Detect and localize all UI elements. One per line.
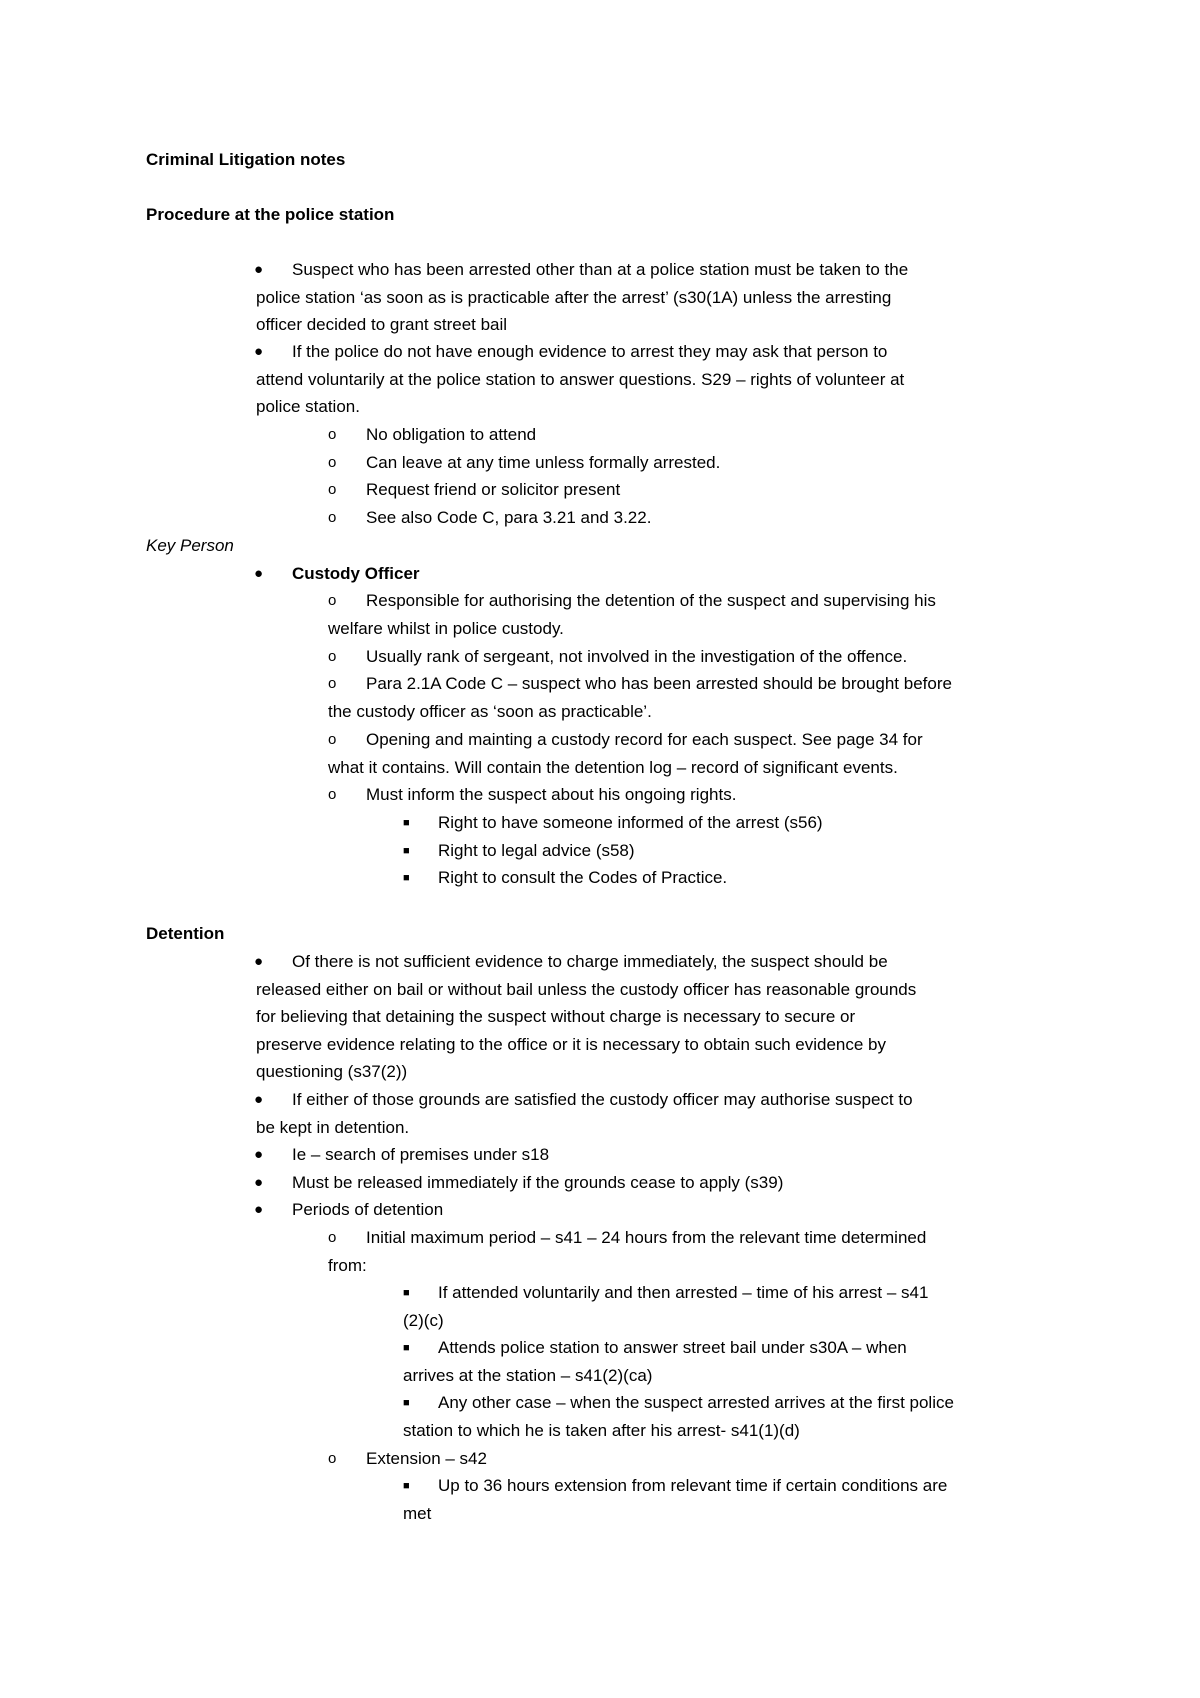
text-line: No obligation to attend <box>366 425 537 444</box>
circle-bullet-icon: o <box>328 509 337 526</box>
square-bullet-icon: ■ <box>403 845 410 857</box>
text-line: Of there is not sufficient evidence to charge immediately, the suspect should be <box>292 952 888 971</box>
custody-officer-heading: Custody Officer <box>292 564 420 583</box>
circle-bullet-icon: o <box>328 731 337 748</box>
text-line: preserve evidence relating to the office or it is necessary to obtain such evidence by <box>256 1035 886 1054</box>
document-title: Criminal Litigation notes <box>146 150 346 169</box>
text-line: Any other case – when the suspect arrested arrives at the first police <box>438 1393 954 1412</box>
text-line: Extension – s42 <box>366 1449 487 1468</box>
square-bullet-icon: ■ <box>403 1342 410 1354</box>
text-line: for believing that detaining the suspect without charge is necessary to secure or <box>256 1007 856 1026</box>
bullet-icon: ● <box>254 1146 264 1163</box>
text-line: Up to 36 hours extension from relevant time if certain conditions are <box>438 1476 948 1495</box>
text-line: station to which he is taken after his arrest- s41(1)(d) <box>403 1421 800 1440</box>
circle-bullet-icon: o <box>328 1450 337 1467</box>
text-line: released either on bail or without bail unless the custody officer has reasonable grounds <box>256 980 917 999</box>
text-line: what it contains. Will contain the detention log – record of significant events. <box>328 758 898 777</box>
square-bullet-icon: ■ <box>403 1480 410 1492</box>
text-line: Initial maximum period – s41 – 24 hours from the relevant time determined <box>366 1228 927 1247</box>
text-line: police station ‘as soon as is practicable after the arrest’ (s30(1A) unless the arresting <box>256 288 892 307</box>
circle-bullet-icon: o <box>328 786 337 803</box>
text-line: Attends police station to answer street bail under s30A – when <box>438 1338 907 1357</box>
circle-bullet-icon: o <box>328 592 337 609</box>
bullet-icon: ● <box>254 1174 264 1191</box>
text-line: See also Code C, para 3.21 and 3.22. <box>366 508 652 527</box>
text-line: Ie – search of premises under s18 <box>292 1145 550 1164</box>
text-line: If attended voluntarily and then arrested – time of his arrest – s41 <box>438 1283 929 1302</box>
text-line: Must be released immediately if the grounds cease to apply (s39) <box>292 1173 784 1192</box>
text-line: attend voluntarily at the police station to answer questions. S29 – rights of volunteer at <box>256 370 905 389</box>
text-line: Can leave at any time unless formally arrested. <box>366 453 721 472</box>
bullet-icon: ● <box>254 1201 264 1218</box>
section-heading-procedure: Procedure at the police station <box>146 205 395 224</box>
section-heading-detention: Detention <box>146 924 225 943</box>
text-line: Must inform the suspect about his ongoing rights. <box>366 785 737 804</box>
circle-bullet-icon: o <box>328 426 337 443</box>
bullet-icon: ● <box>254 343 264 360</box>
text-line: welfare whilst in police custody. <box>328 619 564 638</box>
text-line: (2)(c) <box>403 1311 444 1330</box>
text-line: Right to have someone informed of the arrest (s56) <box>438 813 823 832</box>
circle-bullet-icon: o <box>328 675 337 692</box>
text-line: Usually rank of sergeant, not involved in the investigation of the offence. <box>366 647 908 666</box>
text-line: be kept in detention. <box>256 1118 410 1137</box>
text-line: questioning (s37(2)) <box>256 1062 408 1081</box>
text-line: Para 2.1A Code C – suspect who has been arrested should be brought before <box>366 674 952 693</box>
text-line: officer decided to grant street bail <box>256 315 508 334</box>
text-line: Responsible for authorising the detention of the suspect and supervising his <box>366 591 936 610</box>
text-line: If either of those grounds are satisfied the custody officer may authorise suspect to <box>292 1090 913 1109</box>
circle-bullet-icon: o <box>328 1229 337 1246</box>
text-line: from: <box>328 1256 367 1275</box>
square-bullet-icon: ■ <box>403 1397 410 1409</box>
bullet-icon: ● <box>254 261 264 278</box>
text-line: met <box>403 1504 432 1523</box>
circle-bullet-icon: o <box>328 481 337 498</box>
square-bullet-icon: ■ <box>403 1287 410 1299</box>
square-bullet-icon: ■ <box>403 817 410 829</box>
text-line: arrives at the station – s41(2)(ca) <box>403 1366 653 1385</box>
bullet-icon: ● <box>254 1091 264 1108</box>
bullet-icon: ● <box>254 953 264 970</box>
text-line: police station. <box>256 397 360 416</box>
text-line: If the police do not have enough evidence to arrest they may ask that person to <box>292 342 888 361</box>
text-line: Periods of detention <box>292 1200 444 1219</box>
text-line: Request friend or solicitor present <box>366 480 621 499</box>
circle-bullet-icon: o <box>328 648 337 665</box>
text-line: Opening and mainting a custody record for each suspect. See page 34 for <box>366 730 923 749</box>
key-person-label: Key Person <box>146 536 234 555</box>
bullet-icon: ● <box>254 565 264 582</box>
text-line: Suspect who has been arrested other than at a police station must be taken to the <box>292 260 909 279</box>
square-bullet-icon: ■ <box>403 872 410 884</box>
text-line: Right to legal advice (s58) <box>438 841 635 860</box>
circle-bullet-icon: o <box>328 454 337 471</box>
text-line: the custody officer as ‘soon as practicable’. <box>328 702 652 721</box>
text-line: Right to consult the Codes of Practice. <box>438 868 728 887</box>
